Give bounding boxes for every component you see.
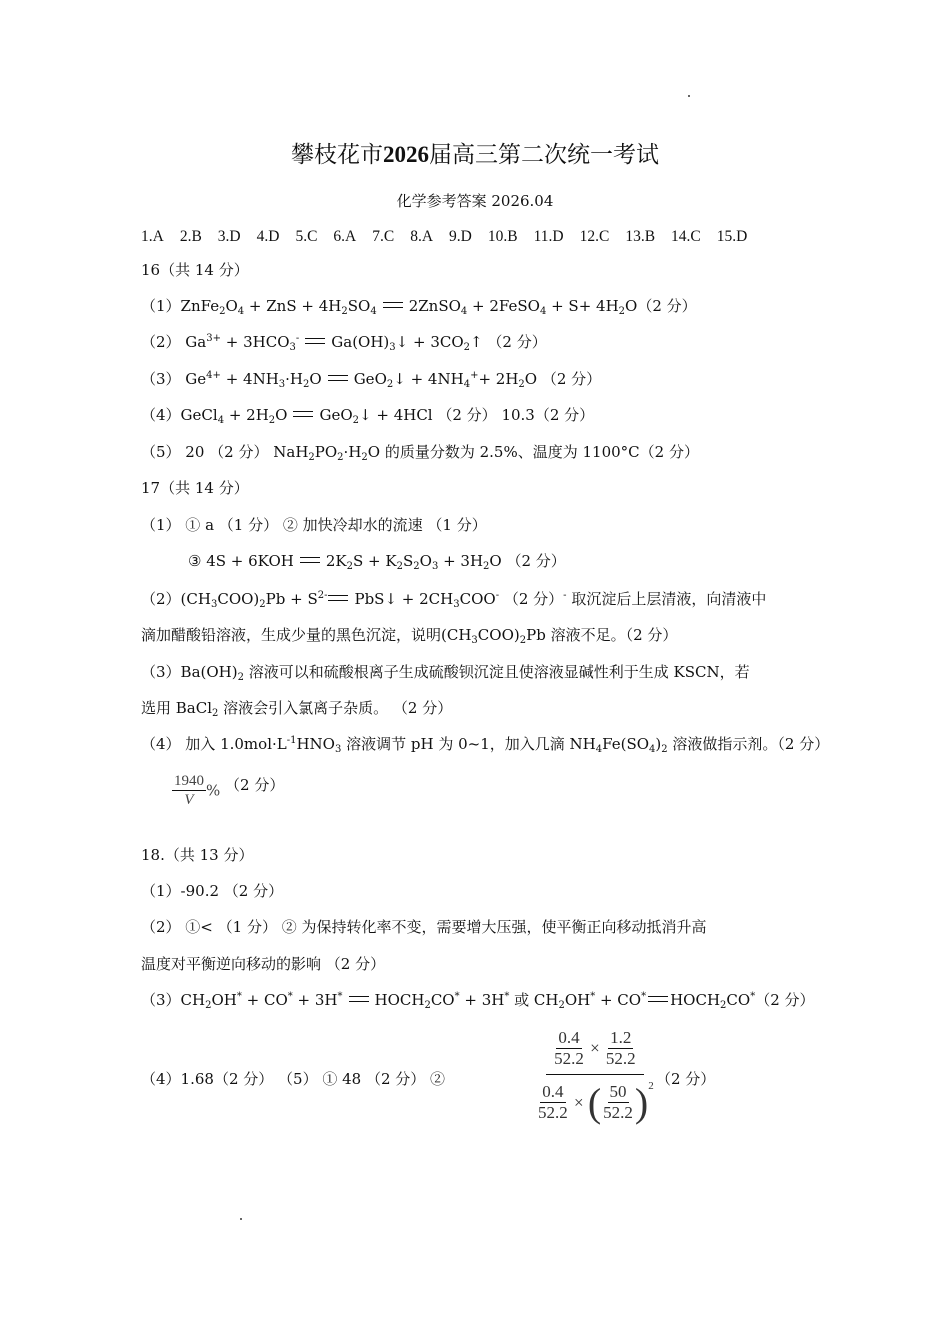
scan-dot (688, 95, 690, 97)
scan-dot (240, 1218, 242, 1220)
multiple-choice-answers (141, 228, 763, 246)
q17-part1: （1） ① a （1 分） ② 加快冷却水的流速 （1 分） (141, 516, 487, 534)
q18-part2: （2） ①< （1 分） ② 为保持转化率不变，需要增大压强，使平衡正向移动抵消升高 (141, 918, 707, 936)
equals-sign (349, 996, 369, 1002)
mc-answer: 6.A (333, 228, 357, 245)
equals-sign (648, 996, 668, 1002)
q18-part2-cont: 温度对平衡逆向移动的影响 （2 分） (141, 955, 386, 973)
mc-answer: 10.B (487, 228, 518, 245)
q17-part3: $(3)Ba(OH)_2$ 溶液可以和硫酸根离子生成硫酸钡沉淀且使溶液显碱性利于生成 KSCN，若 (141, 663, 750, 683)
mc-answer: 12.C (579, 228, 610, 245)
mc-answer: 7.C (372, 228, 395, 245)
mc-answer: 13.B (625, 228, 656, 245)
equals-sign (383, 302, 403, 308)
q16-part3: （3） $Ge^{4+} + 4NH_3\cdot H_2O$ GeO$_2$↓ + $4NH_4^++ 2H_2O$ （2 分） (141, 370, 602, 390)
q17-part2: $(2)(CH_3COO)_2Pb + S^{2-}$ PbS↓ + $2CH_3COO^-$ （2 分）- 取沉淀后上层清液，向清液中 (141, 590, 767, 610)
q18-part5-score: （2 分） (656, 1070, 716, 1088)
q16-part4: （4）GeCl$_4$ + $2H_2O$ GeO$_2$↓ + 4HCl （2 分） 10.3（2 分） (141, 406, 595, 426)
mc-answer: 1.A (141, 228, 164, 245)
equals-sign (293, 411, 313, 417)
title-year: 2026 (383, 142, 429, 167)
mc-answer: 14.C (671, 228, 701, 245)
page-title (0, 136, 950, 169)
q16-part5: （5） 20 （2 分） $NaH_2PO_2\cdot H_2O$ 的质量分数为 2.5%、温度为 1100°C（2 分） (141, 443, 699, 463)
q16-part1: $(1)ZnFe_2O_4$ + ZnS + $4H_2SO_4$ 2ZnSO$_4$ + 2FeSO$_4$ + $S+ 4H_2O(2$ 分） (141, 297, 697, 317)
title-suffix: 届高三第二次统一考试 (429, 142, 659, 168)
result-fraction: $\frac{1940}{V}$ (174, 773, 204, 808)
q17-part2-cont: 滴加醋酸铅溶液，生成少量的黑色沉淀，说明$(CH_3COO)_2Pb$ 溶液不足。（2 分） (141, 626, 678, 646)
page-subtitle: 化学参考答案 2026.04 (396, 192, 554, 210)
mc-answer: 9.D (449, 228, 472, 245)
mc-answer: 4.D (256, 228, 280, 245)
mc-answer: 15.D (716, 228, 748, 245)
q17-header: 17（共 14 分） (141, 479, 249, 497)
equilibrium-constant-expression (530, 1026, 660, 1127)
q17-part3-cont: 选用 BaCl$_2$ 溶液会引入氯离子杂质。 （2 分） (141, 699, 453, 719)
title-prefix: 攀枝花市 (291, 142, 383, 168)
mc-answer: 5.C (295, 228, 318, 245)
q18-part1: （1）-90.2 （2 分） (141, 882, 284, 900)
mc-answer: 2.B (179, 228, 202, 245)
q18-part4-5: （4）1.68（2 分） （5） ① 48 （2 分） ② (141, 1070, 446, 1088)
equals-sign (328, 595, 348, 601)
equals-sign (328, 375, 348, 381)
mc-answer: 3.D (217, 228, 241, 245)
mc-answer: 11.D (533, 228, 564, 245)
mc-answer: 8.A (410, 228, 434, 245)
q17-part1-step3: ③ 4S + 6KOH $2K_2S + K_2S_2O_3 + 3H_2O$ （2 分） (188, 552, 566, 572)
q16-header: 16（共 14 分） (141, 261, 249, 279)
q17-result: $\frac{1940}{V}$ % （2 分） (174, 773, 285, 808)
equals-sign (300, 557, 320, 563)
q18-part3: $(3)CH_2OH^* + CO^* + 3H^*$ $HOCH_2CO^* + 3H^*$ 或 $CH_2OH^* + CO^*$ $HOCH_2CO^*(2$ 分） (141, 991, 815, 1011)
q17-part4: （4） 加入 $1.0mol\cdot L^{-1}HNO_3$ 溶液调节 pH 为 0~1，加入几滴 $NH_4Fe(SO_4)_2$ 溶液做指示剂。（2 分） (141, 735, 830, 755)
equals-sign (305, 338, 325, 344)
q18-header: 18.（共 13 分） (141, 846, 254, 864)
outer-fraction: $\frac{0.4}{52.2}$ × $\frac{1.2}{52.2}$ $\frac{0.4}{52.2}$ × ( $\frac{50}{52.2}$ )$^2$ (538, 1028, 654, 1125)
q16-part2: （2） $Ga^{3+} + 3HCO_3^-$ $Ga(OH)_3↓$ + $3CO_2↑$ （2 分） (141, 333, 547, 353)
